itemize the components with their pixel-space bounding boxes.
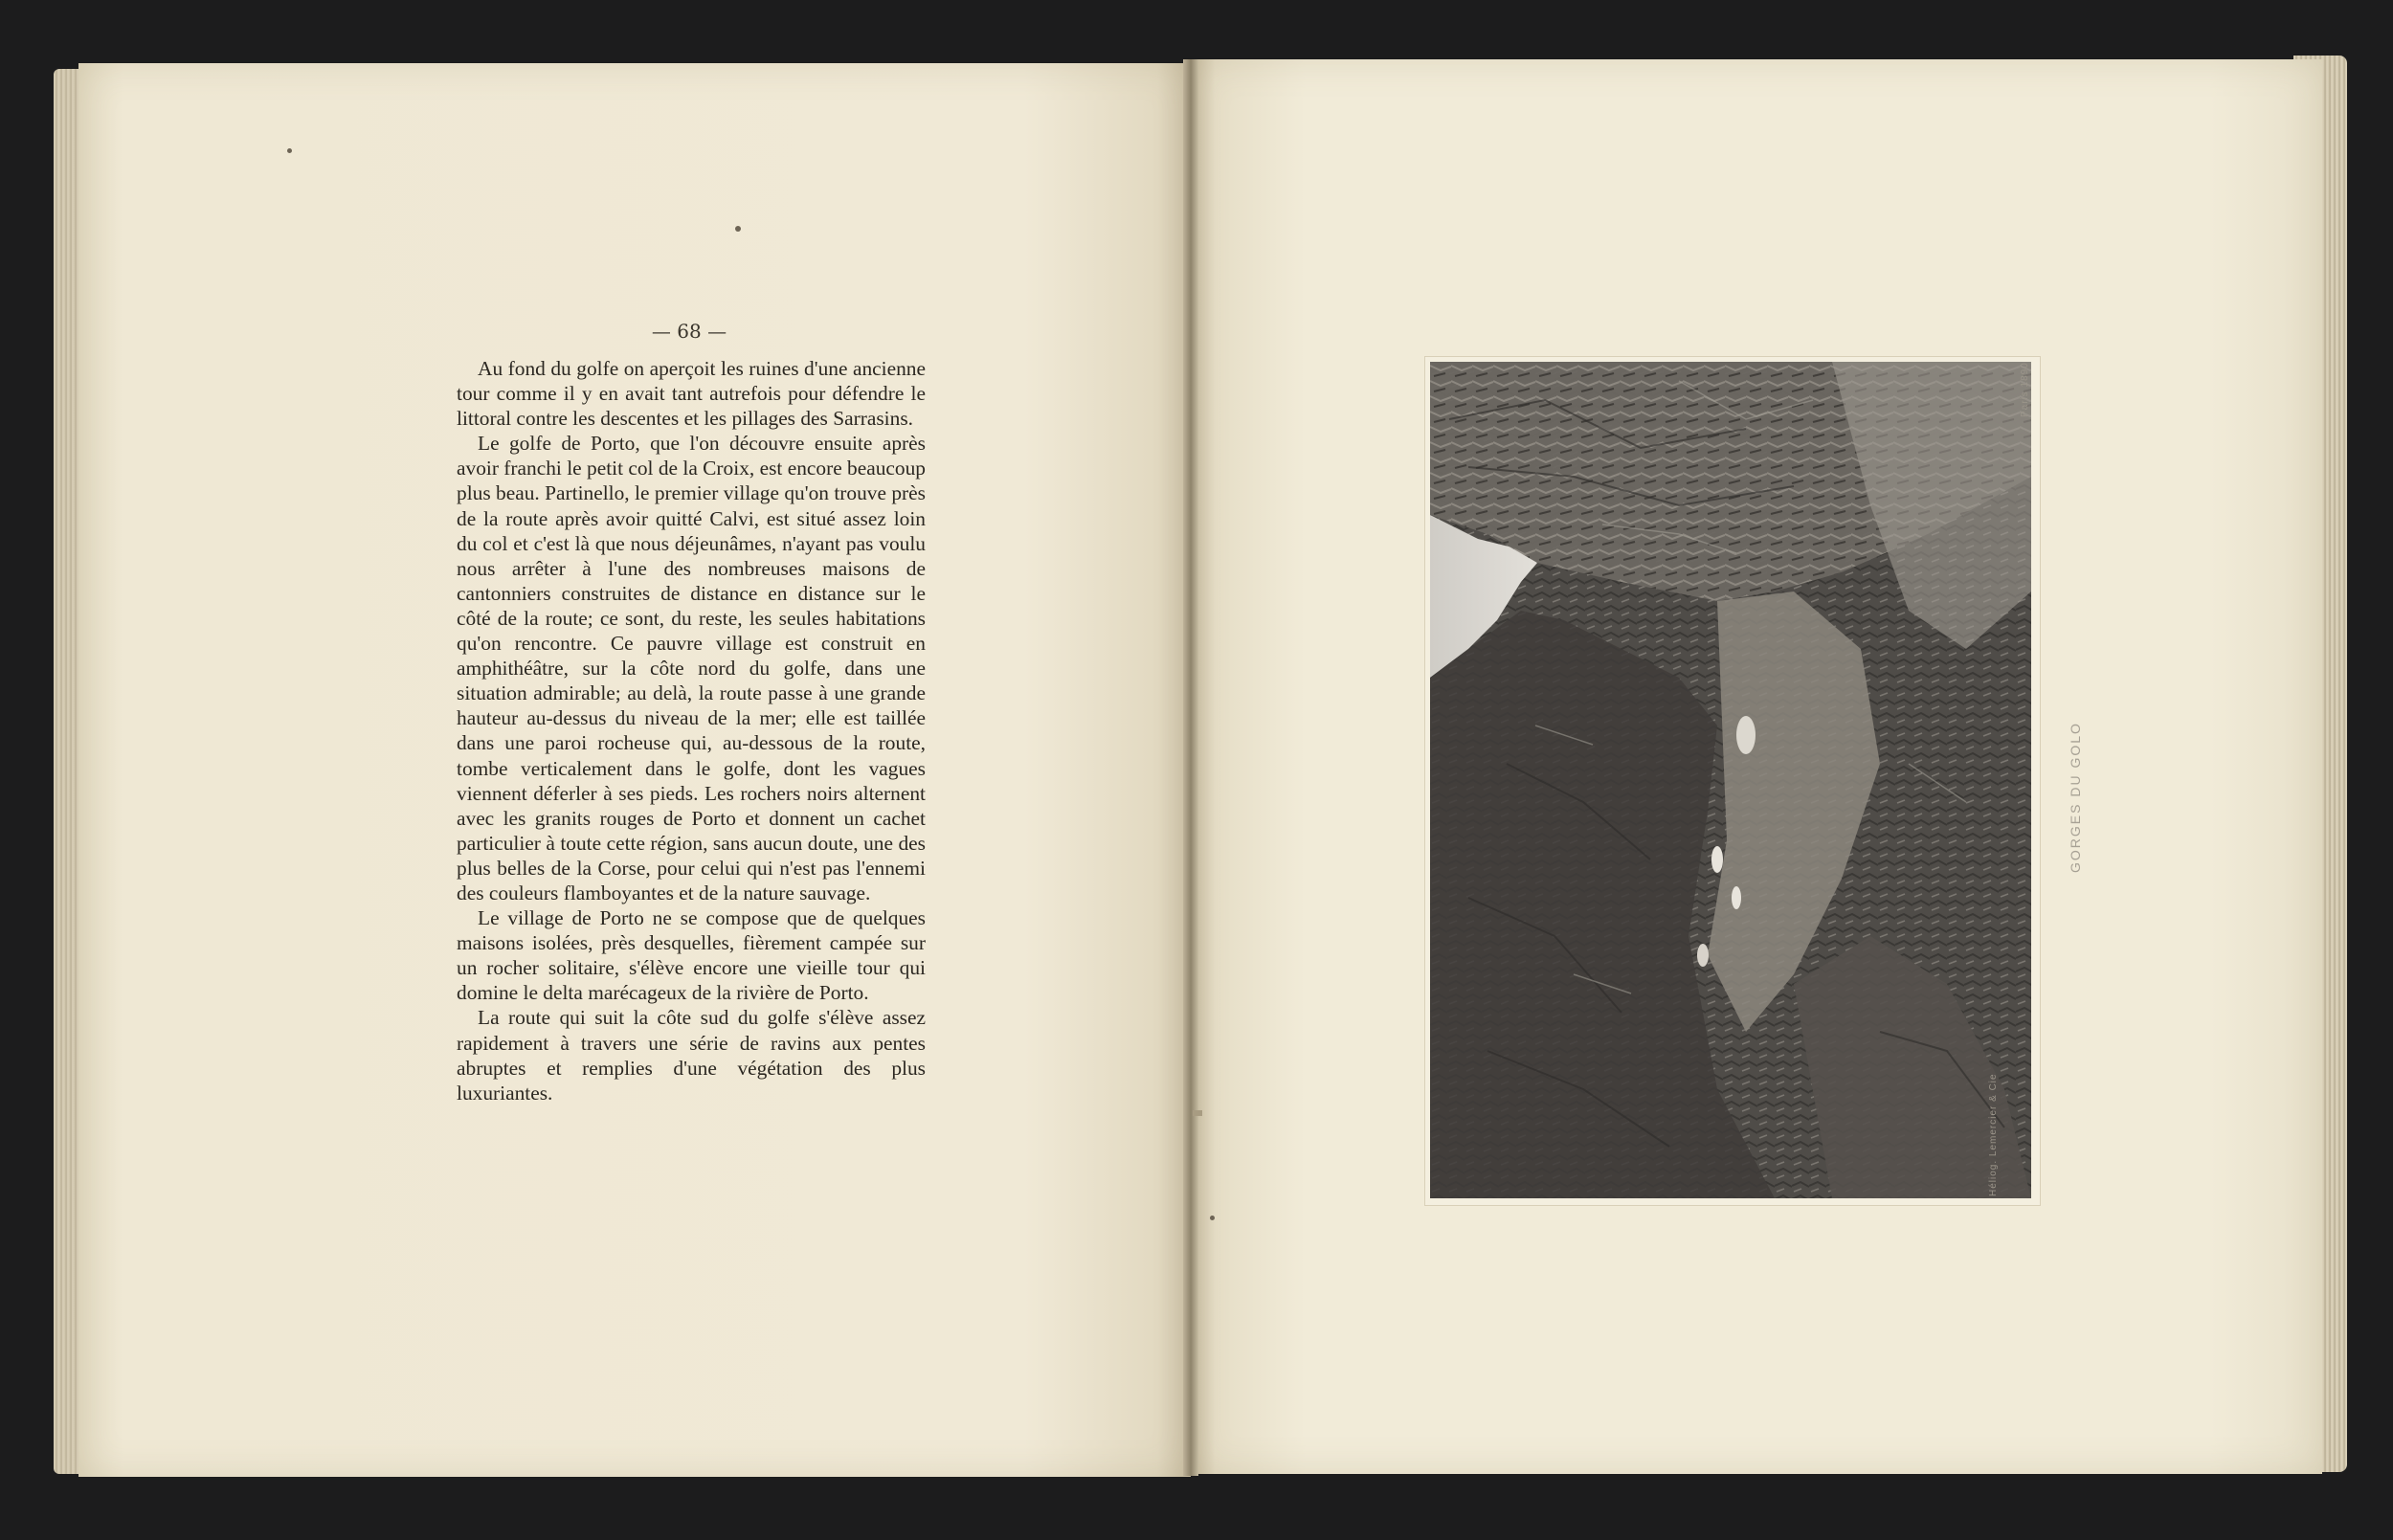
gorge-photogravure bbox=[1430, 362, 2031, 1198]
book-gutter bbox=[1183, 59, 1198, 1476]
plate-credit: Héliog. Lemercier & Cie bbox=[1988, 1073, 1999, 1196]
page-number: — 68 — bbox=[651, 320, 727, 343]
paper-speck bbox=[287, 148, 292, 153]
gutter-thread bbox=[1193, 1110, 1202, 1116]
body-text bbox=[457, 356, 926, 1105]
paragraph: Le village de Porto ne se compose que de quelques maisons isolées, près desquelles, fièrement campée sur un rocher solitaire, s'élève encore une vieille tour qui domine le delta marécageux de la rivière de Porto. bbox=[457, 906, 926, 1005]
paper-speck bbox=[1210, 1216, 1215, 1220]
paragraph: La route qui suit la côte sud du golfe s'élève assez rapidement à travers une série de ravins aux pentes abruptes et remplies d'une végétation des plus luxuriantes. bbox=[457, 1006, 926, 1105]
paragraph: Le golfe de Porto, que l'on découvre ensuite après avoir franchi le petit col de la Croix, est encore beaucoup plus beau. Partinello, le premier village qu'on trouve près de la route après avoir quitté Calvi, est situé assez loin du col et c'est là que nous déjeunâmes, n'ayant pas voulu nous arrêter à l'une des nombreuses maisons de cantonniers construites de distance en distance sur le côté de la route; ce sont, du reste, les seules habitations qu'on rencontre. Ce pauvre village est construit en amphithéâtre, sur la côte nord du golfe, dans une situation admirable; au delà, la route passe à une grande hauteur au-dessus du niveau de la mer; elle est taillée dans une paroi rocheuse qui, au-dessous de la route, tombe verticalement dans le golfe, dont les vagues viennent déferler à ses pieds. Les rochers noirs alternent avec les granits rouges de Porto et donnent un cachet particulier à toute cette région, sans aucun doute, une des plus belles de la Corse, pour celui qui n'est pas l'ennemi des couleurs flamboyantes et de la nature sauvage. bbox=[457, 432, 927, 904]
paragraph: Au fond du golfe on aperçoit les ruines d'une ancienne tour comme il y en avait tant autrefois pour défendre le littoral contre les descentes et les pillages des Sarrasins. bbox=[457, 357, 926, 431]
plate-place-date: Paris 1890 bbox=[2020, 362, 2030, 417]
paper-speck bbox=[735, 226, 741, 232]
plate-caption: GORGES DU GOLO bbox=[2068, 722, 2083, 873]
